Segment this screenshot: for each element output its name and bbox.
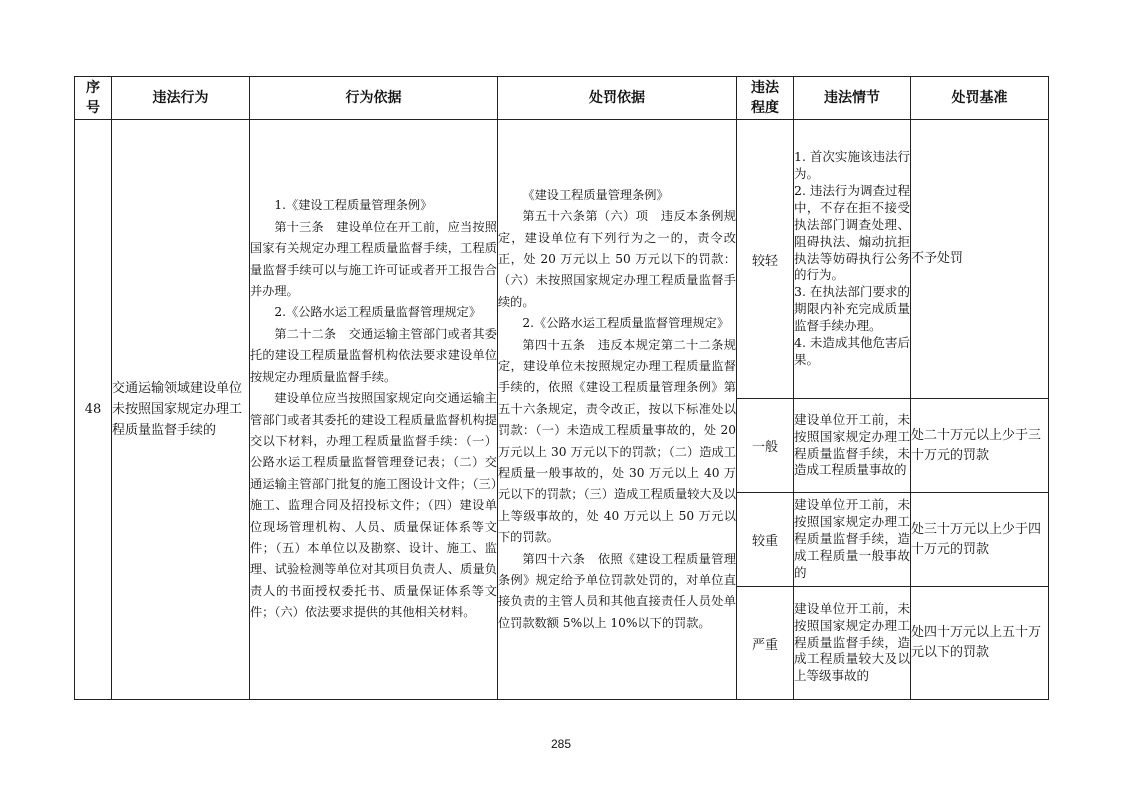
penalty-paragraph: 第五十六条第（六）项 违反本条例规定，建设单位有下列行为之一的，责令改正，处 20 万元以上 50 万元以下的罚款：（六）未按照国家规定办理工程质量监督手续的。 [498, 209, 736, 309]
circumstance-item: 2. 违法行为调查过程中，不存在拒不接受执法部门调查处理、阻碍执法、煽动抗拒执法等妨碍执行公务的行为。 [794, 182, 910, 283]
circumstance-item: 1. 首次实施该违法行为。 [794, 149, 910, 182]
header-serial-number: 序号 [75, 77, 112, 120]
circumstances-cell [794, 493, 911, 587]
penalty-standard: 处四十万元以上五十万元以下的罚款 [911, 587, 1049, 700]
degree-label: 严重 [737, 587, 794, 700]
header-conduct-basis: 行为依据 [250, 77, 498, 120]
degree-label: 一般 [737, 399, 794, 493]
header-violation-degree: 违法程度 [737, 77, 794, 120]
header-row [75, 77, 1049, 120]
penalty-paragraph: 第四十五条 违反本规定第二十二条规定，建设单位未按照规定办理工程质量监督手续的，依照《建设工程质量管理条例》第五十六条规定，责令改正，按以下标准处以罚款：（一）未造成工程质量事故的，处 20 万元以上 30 万元以下的罚款；（二）造成工程质量一般事故的，处 30 万元以上 40 万元以下的罚款；（三）造成工程质量较大及以上等级事故的，处 40 万元以上 50 万元以下的罚款。 [498, 337, 736, 545]
basis-paragraph: 2.《公路水运工程质量监督管理规定》 [274, 305, 482, 320]
violation-description: 交通运输领域建设单位未按照国家规定办理工程质量监督手续的 [112, 120, 250, 700]
circumstance-item: 建设单位开工前，未按照国家规定办理工程质量监督手续，造成工程质量较大及以上等级事故的 [794, 600, 910, 684]
circumstances-cell [794, 399, 911, 493]
penalty-paragraph: 第四十六条 依照《建设工程质量管理条例》规定给予单位罚款处罚的，对单位直接负责的主管人员和其他直接责任人员处单位罚款数额 5%以上 10%以下的罚款。 [498, 551, 736, 630]
circumstances-cell [794, 587, 911, 700]
penalty-paragraph: 《建设工程质量管理条例》 [522, 187, 669, 202]
penalty-standard: 处三十万元以上少于四十万元的罚款 [911, 493, 1049, 587]
page-number: 285 [550, 737, 572, 751]
circumstances-cell [794, 120, 911, 399]
degree-label: 较轻 [737, 120, 794, 399]
penalty-standard: 处二十万元以上少于三十万元的罚款 [911, 399, 1049, 493]
penalty-paragraph: 2.《公路水运工程质量监督管理规定》 [522, 316, 730, 331]
penalty-standard-table [74, 76, 1049, 700]
circumstance-item: 建设单位开工前，未按照国家规定办理工程质量监督手续，未造成工程质量事故的 [794, 411, 910, 478]
header-violation: 违法行为 [112, 77, 250, 120]
conduct-basis-cell [250, 120, 498, 700]
header-penalty-basis: 处罚依据 [498, 77, 737, 120]
row-serial-number: 48 [75, 120, 112, 700]
table-row [75, 120, 1049, 399]
penalty-standard: 不予处罚 [911, 120, 1049, 399]
circumstance-item: 建设单位开工前，未按照国家规定办理工程质量监督手续，造成工程质量一般事故的 [794, 497, 910, 580]
basis-paragraph: 1.《建设工程质量管理条例》 [274, 198, 433, 213]
header-circumstances: 违法情节 [794, 77, 911, 120]
degree-label: 较重 [737, 493, 794, 587]
circumstance-item: 4. 未造成其他危害后果。 [794, 335, 910, 367]
penalty-basis-cell [498, 120, 737, 700]
circumstance-item: 3. 在执法部门要求的期限内补充完成质量监督手续办理。 [794, 284, 910, 334]
basis-paragraph: 第十三条 建设单位在开工前，应当按照国家有关规定办理工程质量监督手续，工程质量监督手续可以与施工许可证或者开工报告合并办理。 [250, 219, 497, 299]
header-penalty-standard: 处罚基准 [911, 77, 1049, 120]
basis-paragraph: 建设单位应当按照国家规定向交通运输主管部门或者其委托的建设工程质量监督机构提交以下材料，办理工程质量监督手续：（一）公路水运工程质量监督管理登记表；（二）交通运输主管部门批复的施工图设计文件；（三）施工、监理合同及招投标文件；（四）建设单位现场管理机构、人员、质量保证体系等文件；（五）本单位以及勘察、设计、施工、监理、试验检测等单位对其项目负责人、质量负责人的书面授权委托书、质量保证体系等文件；（六）依法要求提供的其他相关材料。 [250, 391, 497, 620]
basis-paragraph: 第二十二条 交通运输主管部门或者其委托的建设工程质量监督机构依法要求建设单位按规定办理质量监督手续。 [250, 326, 497, 384]
